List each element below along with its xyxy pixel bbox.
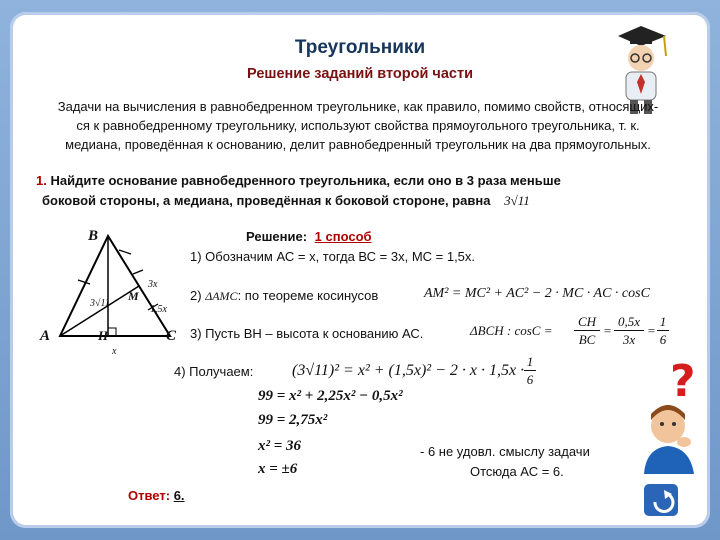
step-3: 3) Пусть ВН – высота к основанию АС. <box>190 326 424 341</box>
equation-3: x² = 36 <box>258 438 302 454</box>
vertex-a-label: A <box>40 328 51 344</box>
frac2-den: 3x <box>622 332 636 347</box>
solution-header: Решение: 1 способ <box>246 229 372 244</box>
page-subtitle: Решение заданий второй части <box>247 66 473 82</box>
answer <box>128 488 185 503</box>
intro-line-2: ся к равнобедренному треугольнику, используют свойства прямоугольного треугольника, т. к. <box>76 118 640 133</box>
step-4: 4) Получаем: <box>174 364 254 379</box>
base-x-label: x <box>112 346 117 357</box>
equation-2: 99 = 2,75x² <box>258 412 328 428</box>
step-2: 2) ΔAMC: по теореме косинусов <box>190 288 379 303</box>
task-value: 3√11 <box>504 193 530 208</box>
frac1-den: BC <box>578 332 596 347</box>
median-label: 3√11 <box>90 298 110 309</box>
foot-h-label: H <box>98 328 109 343</box>
task-line-2 <box>42 191 602 211</box>
frac1-num: CH <box>574 314 600 331</box>
conclusion: Отсюда АС = 6. <box>470 464 564 479</box>
mc-label: 1,5x <box>150 304 167 315</box>
task-text-2: боковой стороны, а медиана, проведённая к боковой стороне, равна <box>42 193 491 208</box>
vertex-b-label: B <box>88 228 99 244</box>
back-arrow-icon <box>644 484 678 516</box>
cos-formula-left: ΔBCH : cosC = <box>470 323 553 338</box>
vertex-c-label: C <box>166 328 177 344</box>
equation-4: x = ±6 <box>258 461 298 477</box>
task-line-1 <box>36 171 596 191</box>
page-title: Треугольники <box>294 37 426 58</box>
task-text-1: Найдите основание равнобедренного треугольника, если оно в 3 раза меньше <box>50 173 561 188</box>
eq0-frac-den: 6 <box>526 372 534 387</box>
equation-1: 99 = x² + 2,25x² − 0,5x² <box>258 388 403 404</box>
solution-method: 1 способ <box>314 229 372 244</box>
step-1: 1) Обозначим АС = х, тогда ВС = 3х, МС = 1,5х. <box>190 249 476 264</box>
midpoint-m-label: M <box>128 289 139 303</box>
equation-0: (3√11)² = x² + (1,5x)² − 2 · x · 1,5x · <box>292 362 525 379</box>
triangle-diagram <box>40 228 200 368</box>
intro-line-1: Задачи на вычисления в равнобедренном треугольнике, как правило, помимо свойств, относящих- <box>57 99 659 114</box>
svg-text:?: ? <box>670 356 696 407</box>
answer-label: Ответ: <box>128 488 171 503</box>
side-3x-label: 3x <box>148 279 158 290</box>
intro-line-3: медиана, проведённая к основанию, делит равнобедренный треугольник на два прямоугольных. <box>65 137 651 152</box>
cosine-theorem-formula: AM² = MC² + AC² − 2 · MC · AC · cosC <box>424 286 650 301</box>
frac3-num: 1 <box>657 314 669 331</box>
frac2-num: 0,5x <box>614 314 644 331</box>
task-number: 1. <box>36 173 47 188</box>
back-button[interactable] <box>644 484 678 516</box>
eq0-frac-num: 1 <box>524 354 536 371</box>
reject-note: - 6 не удовл. смыслу задачи <box>420 444 590 459</box>
thinking-person-icon <box>636 356 708 476</box>
answer-value: 6. <box>173 488 185 503</box>
frac3-den: 6 <box>659 332 667 347</box>
